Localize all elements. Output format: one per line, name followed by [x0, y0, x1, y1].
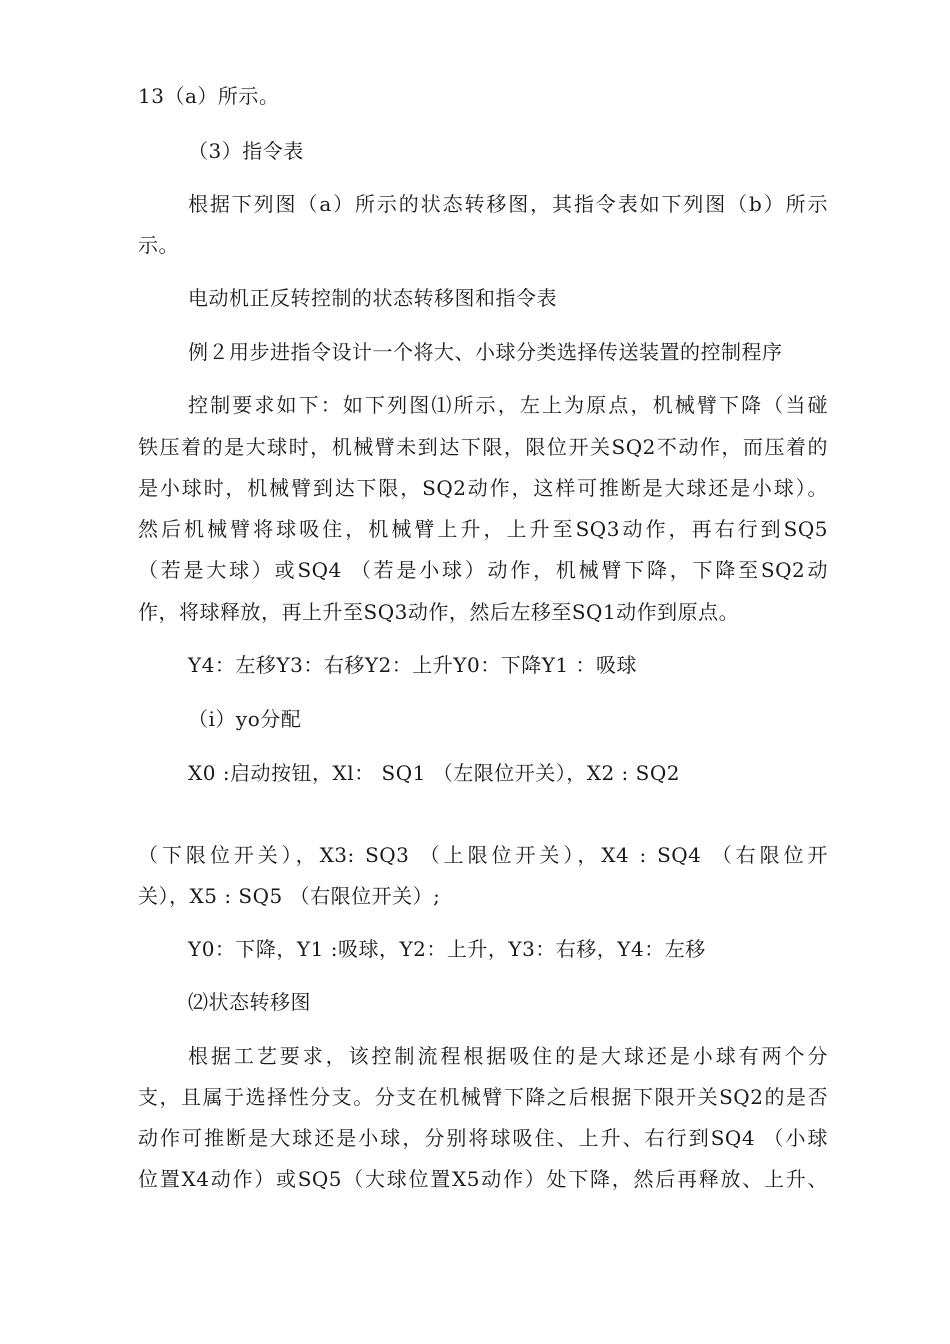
text-line: 是小球时，机械臂到达下限，SQ2动作，这样可推断是大球还是小球）。 [138, 476, 828, 500]
text-line: 铁压着的是大球时，机械臂未到达下限，限位开关SQ2不动作，而压着的 [138, 435, 828, 459]
text-line: 然后机械臂将球吸住，机械臂上升，上升至SQ3动作，再右行到SQ5 [138, 517, 828, 541]
io-summary-line: Y4：左移Y3：右移Y2：上升Y0：下降Y1 ：吸球 [188, 653, 637, 677]
section-heading: （3）指令表 [188, 139, 304, 163]
text-line: 示。 [138, 233, 179, 257]
text-line: 根据工艺要求，该控制流程根据吸住的是大球还是小球有两个分 [188, 1044, 828, 1068]
text-line: （若是大球）或SQ4 （若是小球）动作，机械臂下降，下降至SQ2动 [138, 558, 828, 582]
io-assignment-line: （下限位开关），X3: SQ3 （上限位开关），X4 : SQ4 （右限位开 [138, 843, 828, 867]
text-line: 13（a）所示。 [138, 84, 280, 108]
example-heading: 例２用步进指令设计一个将大、小球分类选择传送装置的控制程序 [188, 340, 783, 364]
text-line: 动作可推断是大球还是小球，分别将球吸住、上升、右行到SQ4 （小球 [138, 1126, 828, 1150]
text-line: 支，且属于选择性分支。分支在机械臂下降之后根据下限开关SQ2的是否 [138, 1085, 828, 1109]
text-line: 控制要求如下：如下列图⑴所示，左上为原点，机械臂下降（当碰 [188, 393, 828, 417]
io-assignment-line: X0 :启动按钮，Xl： SQ1 （左限位开关），X2 : SQ2 [188, 761, 680, 785]
text-line: 作，将球释放，再上升至SQ3动作，然后左移至SQ1动作到原点。 [138, 600, 740, 624]
io-assignment-line: 关），X5 : SQ5 （右限位开关）; [138, 884, 441, 908]
caption-line: 电动机正反转控制的状态转移图和指令表 [188, 286, 557, 310]
text-line: 根据下列图（a）所示的状态转移图，其指令表如下列图（b）所示 [188, 192, 828, 216]
section-heading: ⑵状态转移图 [188, 990, 311, 1014]
text-line: 位置X4动作）或SQ5（大球位置X5动作）处下降，然后再释放、上升、 [138, 1167, 828, 1191]
section-heading: （i）yo分配 [188, 707, 302, 731]
io-assignment-line: Y0：下降，Y1 :吸球，Y2：上升，Y3：右移，Y4：左移 [188, 937, 706, 961]
